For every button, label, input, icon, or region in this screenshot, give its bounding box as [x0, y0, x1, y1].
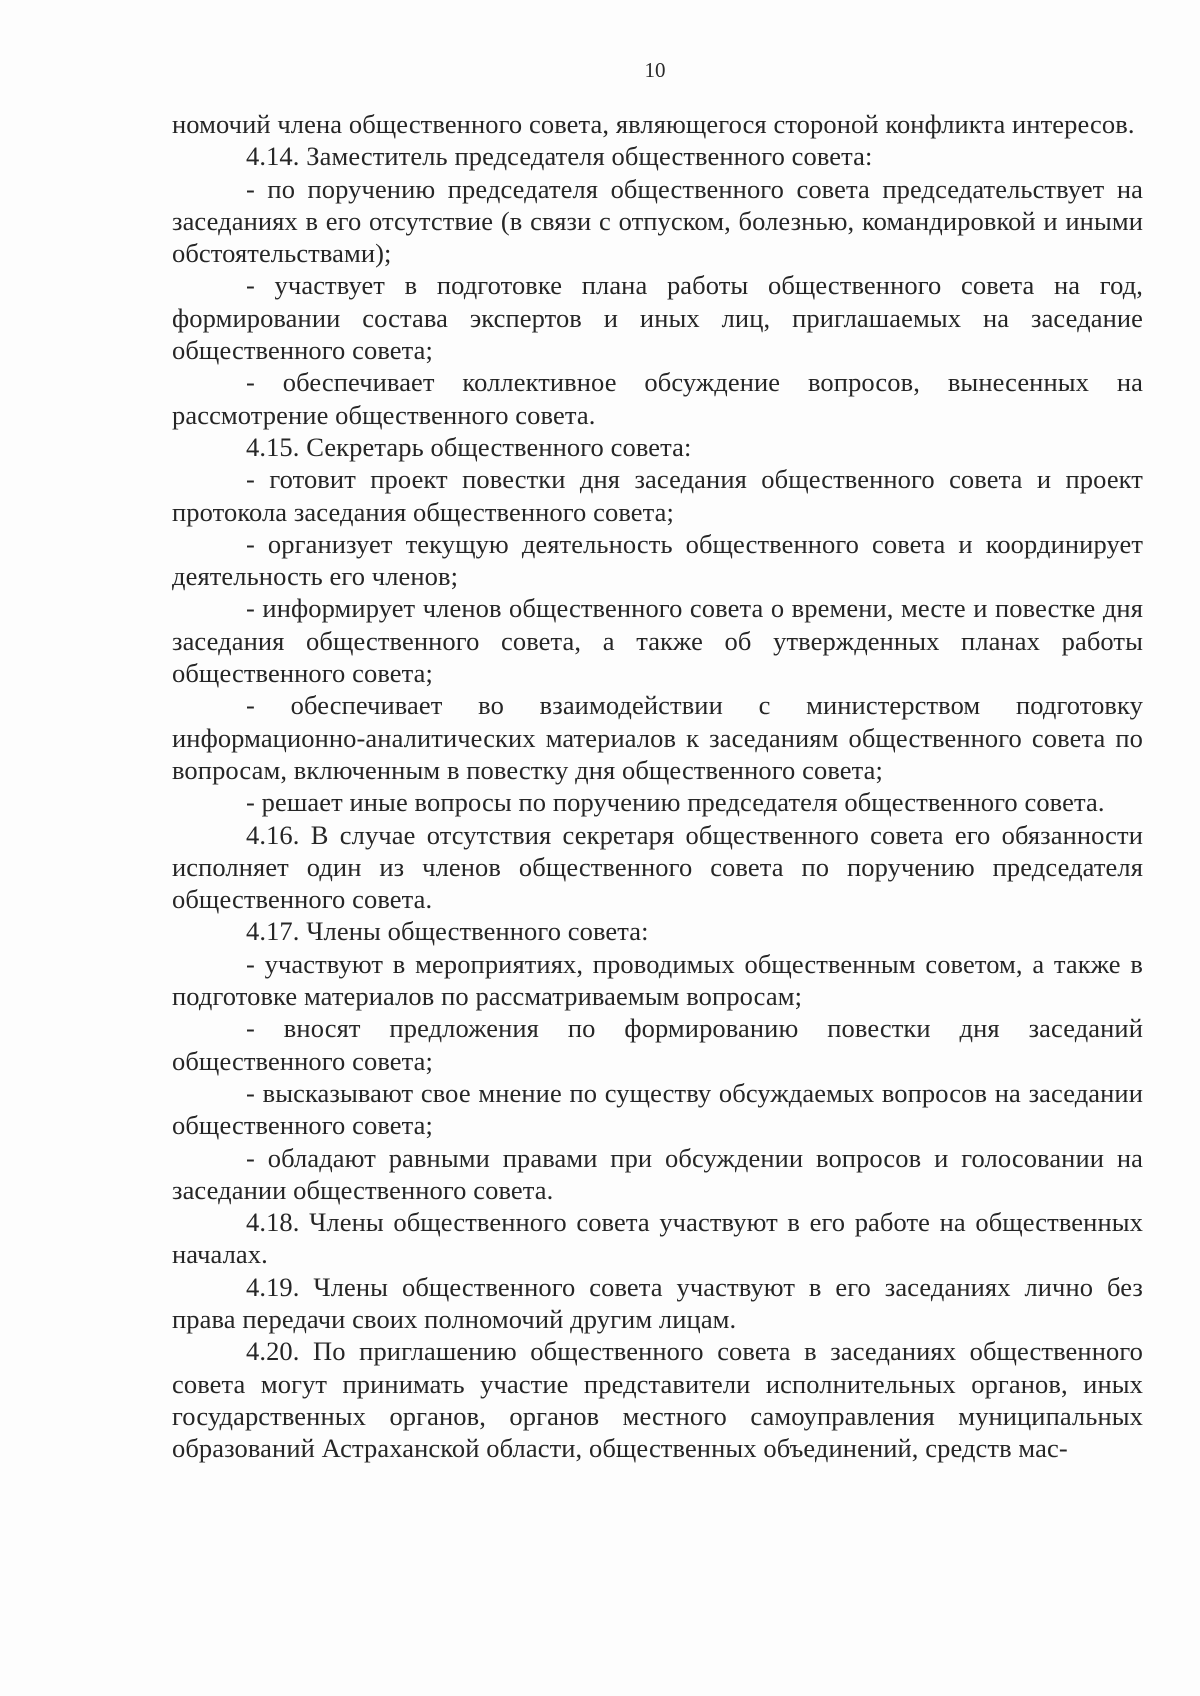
list-item: - обеспечивает коллективное обсуждение вопросов, вынесенных на рассмотрение общественного совета. [172, 367, 1143, 430]
list-item: - обеспечивает во взаимодействии с министерством подготовку информационно-аналитических материалов к заседаниям общественного совета по вопросам, включенным в повестку дня общественного совета; [172, 690, 1143, 785]
paragraph-4-17: 4.17. Члены общественного совета: [246, 916, 649, 947]
paragraph-continuation: номочий члена общественного совета, являющегося стороной конфликта интересов. [172, 109, 1135, 139]
paragraph-4-14: 4.14. Заместитель председателя общественного совета: [246, 141, 873, 172]
list-item: - обладают равными правами при обсуждении вопросов и голосовании на заседании общественного совета. [172, 1142, 1143, 1205]
list-item: - участвуют в мероприятиях, проводимых общественным советом, а также в подготовке материалов по рассматриваемым вопросам; [172, 948, 1143, 1012]
list-item: - готовит проект повестки дня заседания общественного совета и проект протокола заседания общественного совета; [172, 464, 1143, 527]
paragraph-4-20: 4.20. По приглашению общественного совета в заседаниях общественного совета могут принимать участие представители исполнительных органов, иных государственных органов, органов местного самоуправления муниципальных образований Астраханской области, общественных объединений, средств мас- [172, 1336, 1143, 1464]
paragraph-4-18: 4.18. Члены общественного совета участвуют в его работе на общественных началах. [172, 1207, 1143, 1270]
list-item: - вносят предложения по формированию повестки дня заседаний общественного совета; [172, 1013, 1143, 1076]
paragraph-4-16: 4.16. В случае отсутствия секретаря общественного совета его обязанности исполняет один из членов общественного совета по поручению председателя общественного совета. [172, 819, 1143, 915]
list-item: - высказывают свое мнение по существу обсуждаемых вопросов на заседании общественного совета; [172, 1077, 1143, 1141]
list-item: - информирует членов общественного совета о времени, месте и повестке дня заседания общественного совета, а также об утвержденных планах работы общественного совета; [172, 593, 1143, 689]
list-item: - решает иные вопросы по поручению председателя общественного совета. [246, 787, 1105, 818]
document-body [172, 108, 1143, 1464]
list-item: - по поручению председателя общественного совета председательствует на заседаниях в его отсутствие (в связи с отпуском, болезнью, командировкой и иными обстоятельствами); [172, 173, 1143, 269]
list-item: - участвует в подготовке плана работы общественного совета на год, формировании состава экспертов и иных лиц, приглашаемых на заседание общественного совета; [172, 270, 1143, 366]
list-item: - организует текущую деятельность общественного совета и координирует деятельность его членов; [172, 528, 1143, 592]
paragraph-4-19: 4.19. Члены общественного совета участвуют в его заседаниях лично без права передачи своих полномочий другим лицам. [172, 1271, 1143, 1334]
paragraph-4-15: 4.15. Секретарь общественного совета: [246, 431, 692, 462]
page-number: 10 [644, 58, 666, 82]
